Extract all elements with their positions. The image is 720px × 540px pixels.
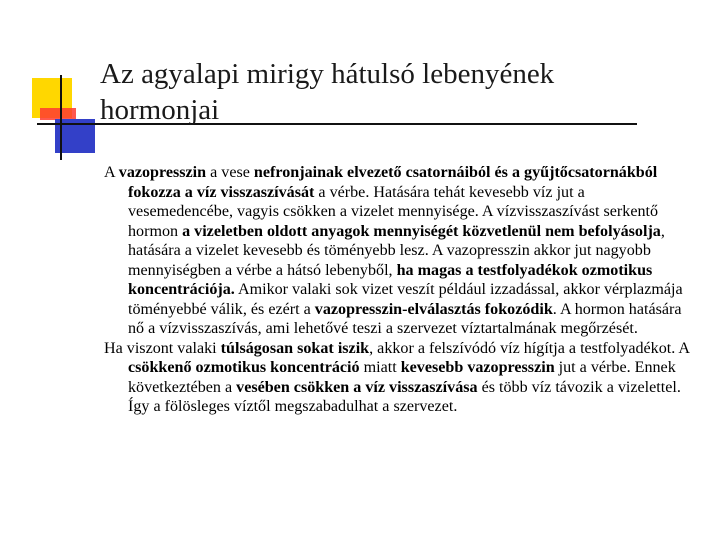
bold-text-run: csökkenő ozmotikus koncentráció — [128, 359, 360, 376]
bold-text-run: ha magas a testfolyadékok ozmotikus koncentrációja. — [128, 261, 653, 298]
text-run: . A hormon hatására nő a vízvisszaszívás, ami lehetővé teszi a szervezet víztartalmának megőrzését. — [128, 300, 682, 337]
bold-text-run: kevesebb vazopresszin — [400, 359, 555, 376]
text-run: , hatására a vizelet kevesebb és töményebb lesz. A vazopresszin akkor jut nagyobb mennyiségben a vérbe a hátsó lebenyből, — [128, 222, 665, 279]
bold-text-run: vazopresszin — [118, 164, 207, 181]
text-run: A — [104, 164, 119, 181]
paragraph-tul-sok-viz — [104, 339, 692, 417]
text-run: Ha viszont valaki — [104, 339, 221, 357]
slide-body — [104, 163, 692, 417]
bold-text-run: nefronjainak elvezető csatornáiból és a gyűjtőcsatornákból fokozza a víz visszaszívását — [128, 164, 658, 201]
slide-title — [100, 56, 660, 128]
bold-text-run: vazopresszin-elválasztás fokozódik — [314, 300, 553, 318]
bold-text-run: túlságosan sokat iszik — [220, 339, 370, 357]
title-line-1: Az agyalapi mirigy hátulsó lebenyének — [100, 58, 555, 90]
text-run: jut a vérbe. Ennek következtében a — [128, 359, 676, 396]
decor-vertical-line — [60, 75, 62, 160]
text-run: a vese — [206, 164, 254, 181]
text-run: a vérbe. Hatására tehát kevesebb víz jut a vesemedencébe, vagyis csökken a vizelet mennyisége. A vízvisszaszívást serkentő hormon — [128, 183, 659, 240]
text-run: miatt — [359, 359, 401, 376]
bold-text-run: a vizeletben oldott anyagok mennyiségét közvetlenül nem befolyásolja — [182, 222, 661, 240]
title-line-2: hormonjai — [100, 94, 220, 126]
text-run: , akkor a felszívódó víz hígítja a testfolyadékot. A — [369, 339, 690, 357]
bold-text-run: vesében csökken a víz visszaszívása — [236, 378, 478, 396]
text-run: és több víz távozik a vizelettel. Így a fölösleges víztől megszabadulhat a szervezet. — [128, 378, 681, 415]
paragraph-vazopresszin — [104, 163, 692, 339]
text-run: Amikor valaki sok vizet veszít például izzadással, akkor vérplazmája töményebbé válik, és ezért a — [128, 281, 683, 318]
